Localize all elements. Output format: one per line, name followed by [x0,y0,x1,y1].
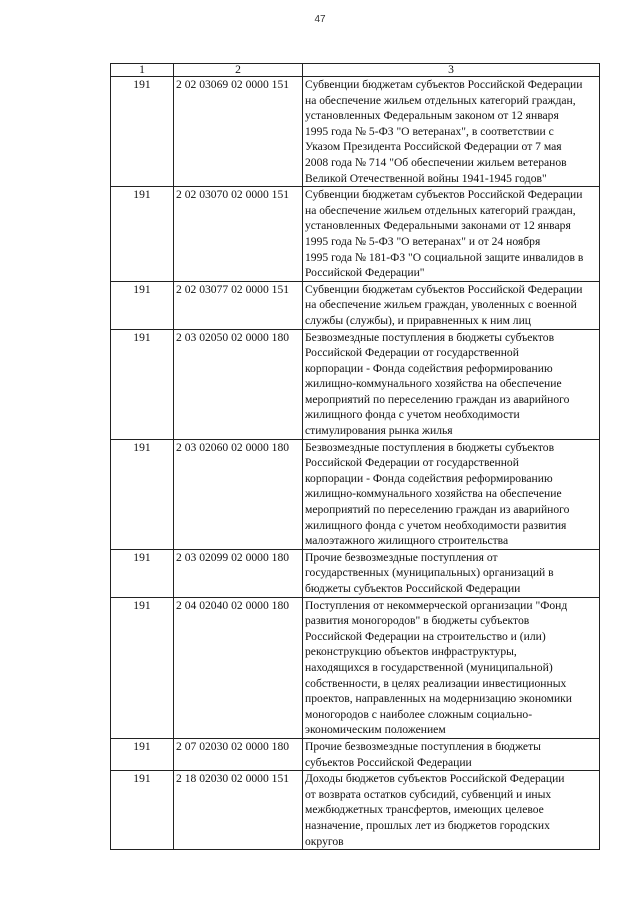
revenue-name-line: на обеспечение жильем отдельных категорий граждан, [305,93,576,107]
budget-code-cell: 2 02 03069 02 0000 151 [174,77,303,187]
budget-code-cell: 2 03 02060 02 0000 180 [174,439,303,549]
budget-code-cell: 2 07 02030 02 0000 180 [174,738,303,770]
revenue-name-line: стимулирования рынка жилья [305,424,453,438]
revenue-name-line: Субвенции бюджетам субъектов Российской Федерации [305,188,583,202]
revenue-name-cell [303,77,600,187]
revenue-name-line: мероприятий по переселению граждан из аварийного [305,503,570,517]
revenue-name-line: Поступления от некоммерческой организации "Фонд [305,598,568,612]
revenue-name-line: Безвозмездные поступления в бюджеты субъектов [305,330,555,344]
revenue-name-line: экономическим положением [305,723,446,737]
revenue-name-line: корпорации - Фонда содействия реформированию [305,471,553,485]
header-col-1: 1 [111,64,174,77]
revenue-name-line: 2008 года № 714 "Об обеспечении жильем ветеранов [305,155,567,169]
revenue-name-cell [303,738,600,770]
revenue-name-line: собственности, в целях реализации инвестиционных [305,676,567,690]
revenue-name-cell [303,187,600,282]
table-body [111,64,600,850]
revenue-name-line: Великой Отечественной войны 1941-1945 годов" [305,171,547,185]
revenue-name-line: на обеспечение жильем отдельных категорий граждан, [305,203,576,217]
budget-code-cell: 2 18 02030 02 0000 151 [174,771,303,850]
table-row [111,187,600,282]
revenue-name-line: жилищного фонда с учетом необходимости [305,408,520,422]
admin-code-cell: 191 [111,771,174,850]
revenue-name-line: жилищно-коммунального хозяйства на обеспечение [305,377,562,391]
budget-code-cell: 2 03 02099 02 0000 180 [174,549,303,597]
table-row [111,439,600,549]
revenue-name-line: от возврата остатков субсидий, субвенций и иных [305,787,552,801]
revenue-name-line: Российской Федерации от государственной [305,346,519,360]
admin-code-cell: 191 [111,439,174,549]
revenue-name-line: Безвозмездные поступления в бюджеты субъектов [305,440,555,454]
revenue-name-line: межбюджетных трансфертов, имеющих целевое [305,803,544,817]
revenue-name-line: мероприятий по переселению граждан из аварийного [305,392,570,406]
revenue-name-line: Субвенции бюджетам субъектов Российской Федерации [305,282,583,296]
admin-code-cell: 191 [111,187,174,282]
budget-code-cell: 2 02 03077 02 0000 151 [174,281,303,329]
revenue-name-line: бюджеты субъектов Российской Федерации [305,582,521,595]
revenue-name-line: государственных (муниципальных) организаций в [305,566,554,580]
table-row [111,329,600,439]
revenue-name-line: на обеспечение жильем граждан, уволенных с военной [305,298,577,312]
header-col-3: 3 [303,64,600,77]
revenue-name-line: находящихся в государственной (муниципальной) [305,660,553,674]
header-col-2: 2 [174,64,303,77]
revenue-name-line: жилищного фонда с учетом необходимости развития [305,518,567,532]
admin-code-cell: 191 [111,329,174,439]
admin-code-cell: 191 [111,281,174,329]
revenue-name-line: назначение, прошлых лет из бюджетов городских [305,818,550,832]
revenue-name-line: корпорации - Фонда содействия реформированию [305,361,553,375]
revenue-name-cell [303,549,600,597]
table-header-row [111,64,600,77]
revenue-name-line: малоэтажного жилищного строительства [305,534,509,548]
revenue-name-line: Российской Федерации от государственной [305,456,519,470]
revenue-name-line: проектов, направленных на модернизацию экономики [305,692,573,706]
revenue-name-line: реконструкцию объектов инфраструктуры, [305,645,517,659]
admin-code-cell: 191 [111,738,174,770]
revenue-name-line: установленных Федеральными законами от 12 января [305,219,571,233]
revenue-name-line: 1995 года № 5-ФЗ "О ветеранах" и от 24 ноября [305,234,541,248]
budget-code-cell: 2 03 02050 02 0000 180 [174,329,303,439]
revenue-codes-table [110,63,600,850]
revenue-name-cell [303,439,600,549]
revenue-name-line: развития моногородов" в бюджеты субъектов [305,614,530,628]
revenue-name-cell [303,597,600,738]
admin-code-cell: 191 [111,77,174,187]
revenue-name-line: Субвенции бюджетам субъектов Российской Федерации [305,78,583,91]
table-row [111,549,600,597]
revenue-name-cell [303,329,600,439]
revenue-name-line: Прочие безвозмездные поступления от [305,550,498,564]
page-number: 47 [314,14,326,25]
table-row [111,77,600,187]
revenue-name-line: Российской Федерации" [305,266,425,280]
table-row [111,597,600,738]
table-row [111,738,600,770]
revenue-name-line: Доходы бюджетов субъектов Российской Федерации [305,772,565,786]
admin-code-cell: 191 [111,597,174,738]
revenue-name-line: Российской Федерации на строительство и (или) [305,629,546,643]
revenue-name-line: округов [305,834,344,848]
revenue-name-line: Указом Президента Российской Федерации от 7 мая [305,140,562,154]
budget-code-cell: 2 04 02040 02 0000 180 [174,597,303,738]
table-row [111,771,600,850]
revenue-name-cell [303,771,600,850]
admin-code-cell: 191 [111,549,174,597]
revenue-name-line: службы (службы), и приравненных к ним лиц [305,313,531,327]
budget-code-cell: 2 02 03070 02 0000 151 [174,187,303,282]
revenue-name-line: 1995 года № 181-ФЗ "О социальной защите инвалидов в [305,250,584,264]
table-row [111,281,600,329]
revenue-name-line: установленных Федеральным законом от 12 января [305,109,559,123]
revenue-name-line: Прочие безвозмездные поступления в бюджеты [305,739,541,753]
revenue-name-line: 1995 года № 5-ФЗ "О ветеранах", в соответствии с [305,124,554,138]
revenue-name-line: моногородов с наиболее сложным социально- [305,707,533,721]
revenue-name-line: жилищно-коммунального хозяйства на обеспечение [305,487,562,501]
revenue-name-cell [303,281,600,329]
revenue-name-line: субъектов Российской Федерации [305,755,472,769]
